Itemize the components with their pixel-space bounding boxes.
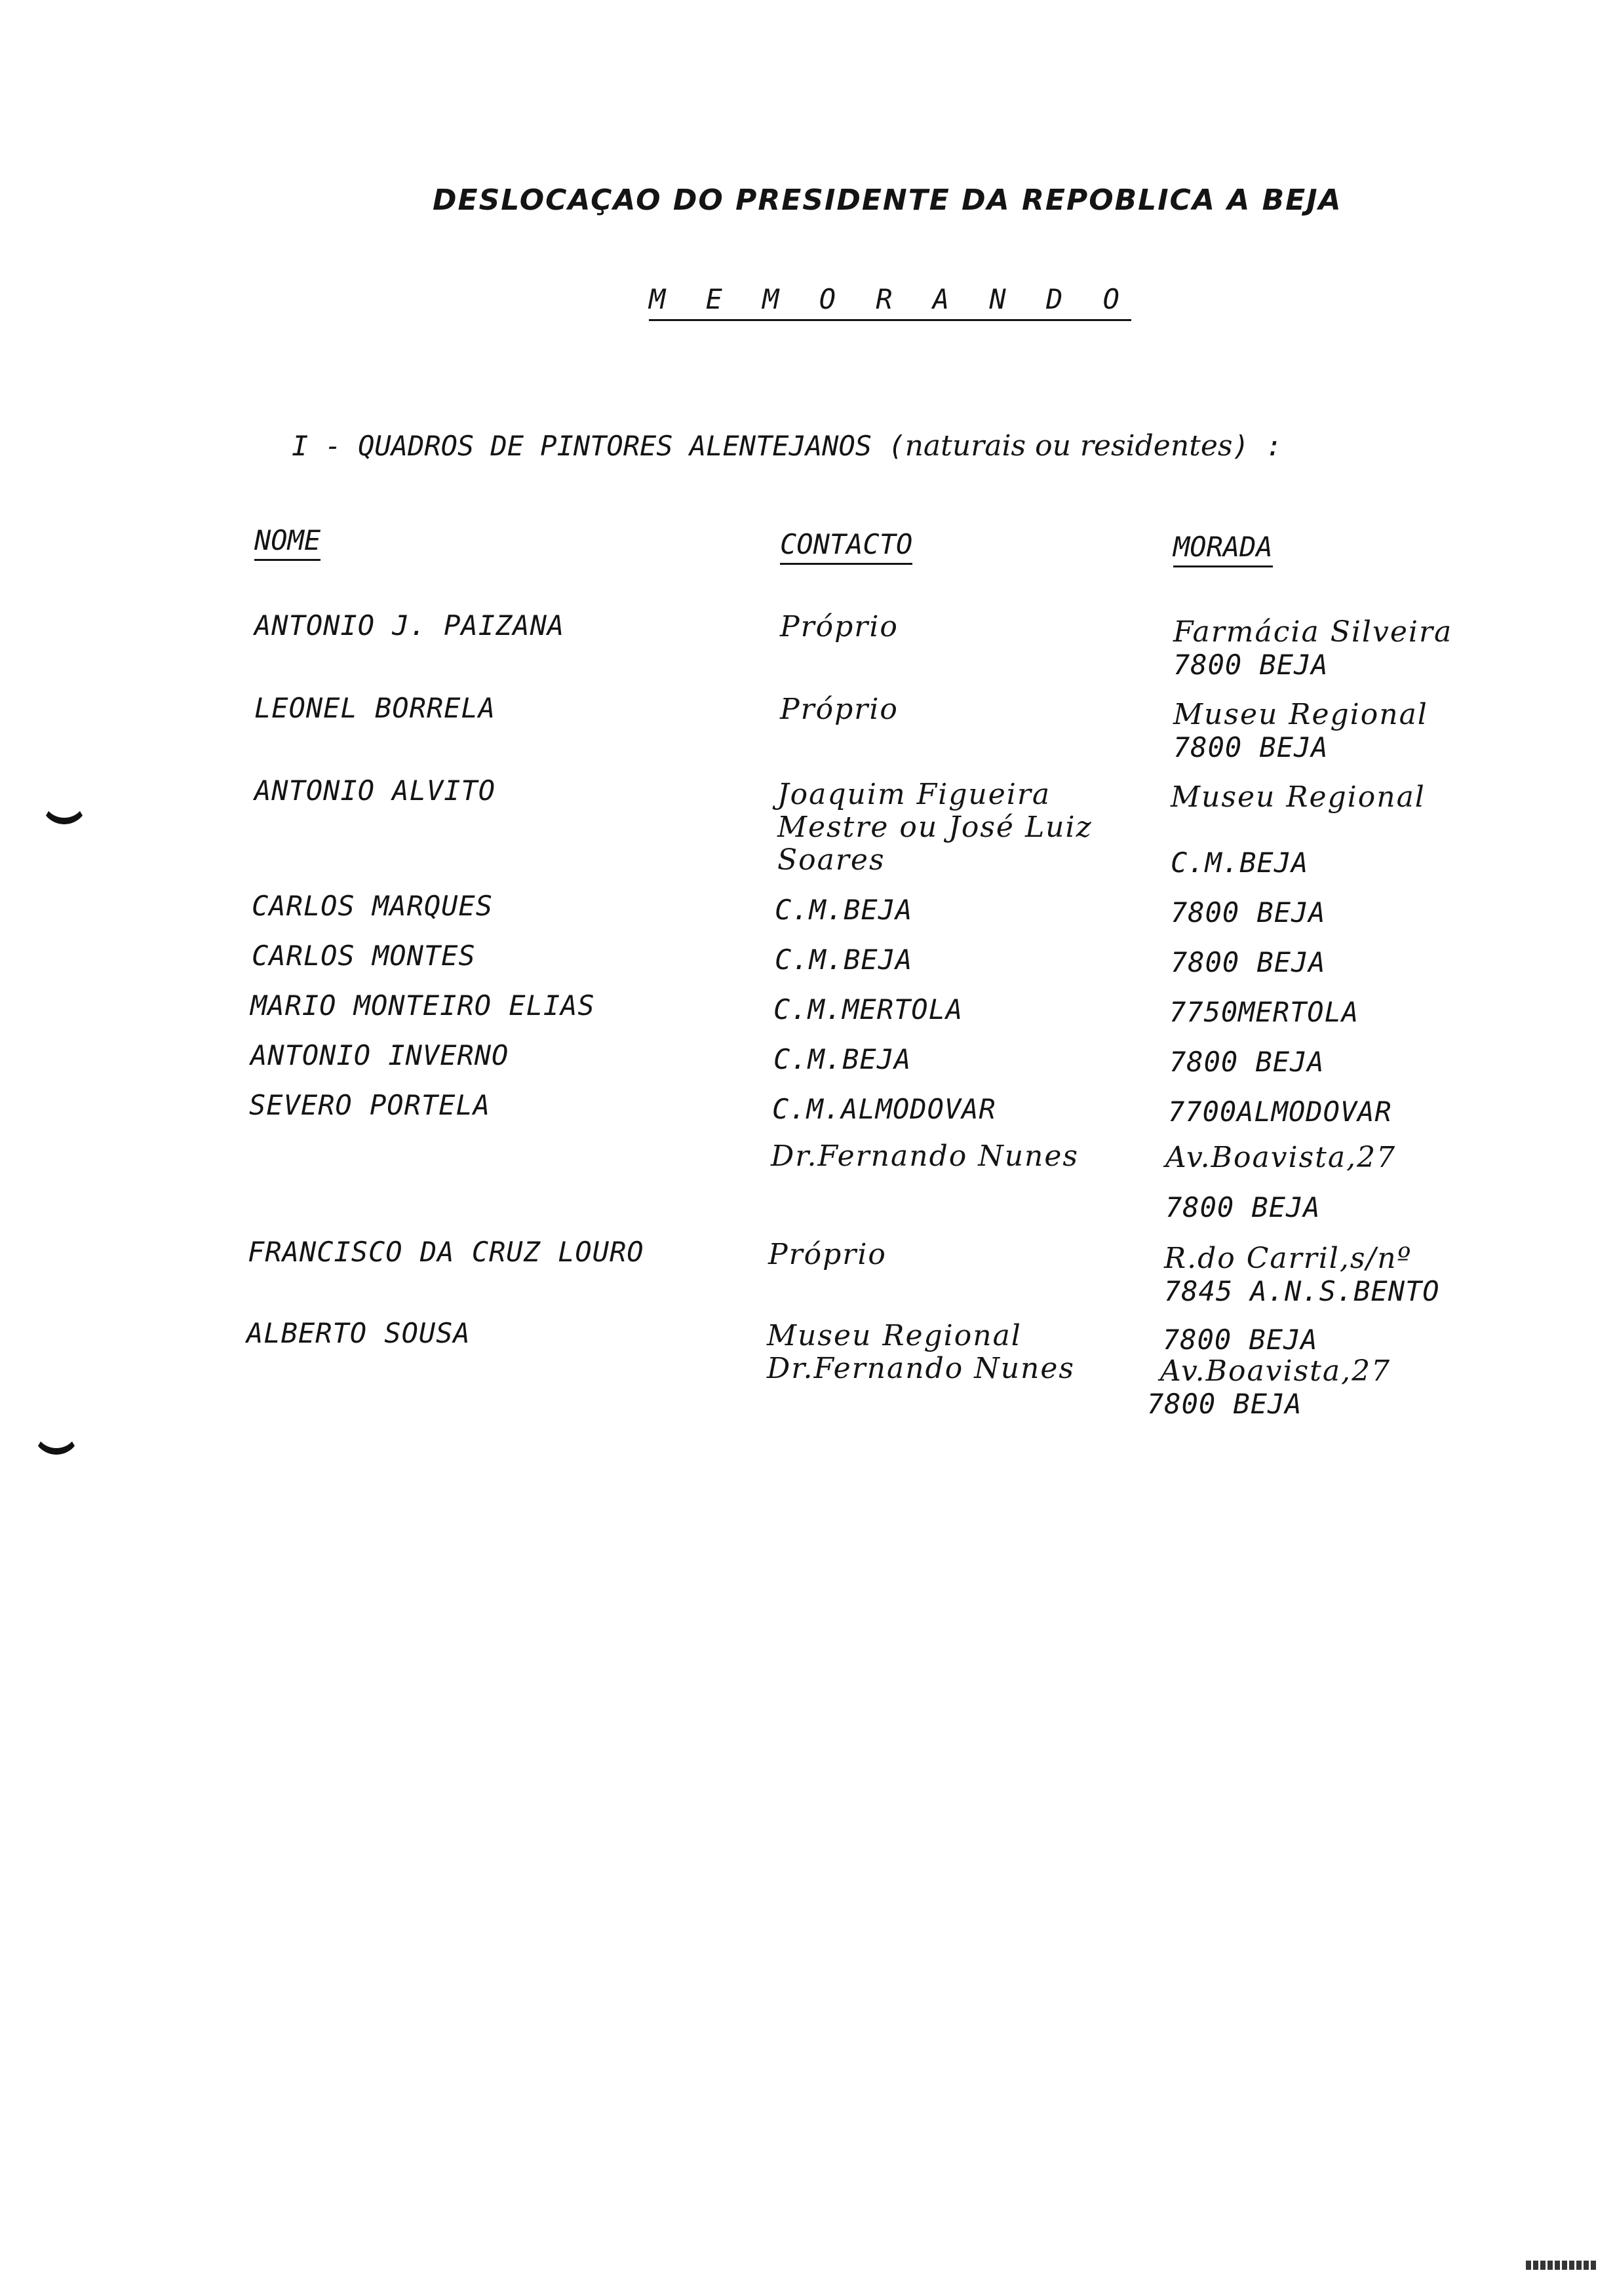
row-11-contacto-2: Dr.Fernando Nunes bbox=[767, 1352, 1076, 1385]
section-suffix: ) : bbox=[1232, 430, 1283, 462]
row-7-nome: ANTONIO INVERNO bbox=[250, 1039, 509, 1071]
memo-heading: M E M O R A N D O bbox=[649, 283, 1131, 321]
row-4-contacto-1: C.M.BEJA bbox=[775, 894, 913, 926]
section-prefix: I - QUADROS DE PINTORES ALENTEJANOS ( bbox=[292, 430, 905, 462]
row-3-contacto-2: Mestre ou José Luiz bbox=[777, 811, 1093, 844]
row-4-nome: CARLOS MARQUES bbox=[252, 890, 494, 922]
row-8-nome: SEVERO PORTELA bbox=[249, 1089, 491, 1121]
column-header-morada: MORADA bbox=[1173, 531, 1273, 567]
row-10-nome: FRANCISCO DA CRUZ LOURO bbox=[248, 1236, 644, 1268]
row-1-contacto-1: Próprio bbox=[780, 610, 899, 643]
row-1-morada-2: 7800 BEJA bbox=[1173, 649, 1329, 681]
document-title: DESLOCAÇAO DO PRESIDENTE DA REPOBLICA A BEJA bbox=[433, 183, 1342, 217]
row-6-contacto-1: C.M.MERTOLA bbox=[773, 993, 963, 1025]
row-10-morada-1: R.do Carril,s/nº bbox=[1164, 1242, 1412, 1275]
column-header-contacto: CONTACTO bbox=[780, 528, 912, 565]
row-2-morada-2: 7800 BEJA bbox=[1173, 731, 1329, 763]
row-8-morada-1: 7700ALMODOVAR bbox=[1168, 1096, 1392, 1128]
row-6-nome: MARIO MONTEIRO ELIAS bbox=[250, 989, 595, 1022]
binder-hole-mark bbox=[33, 1428, 80, 1455]
row-2-nome: LEONEL BORRELA bbox=[254, 692, 496, 724]
row-5-contacto-1: C.M.BEJA bbox=[775, 944, 913, 976]
row-1-nome: ANTONIO J. PAIZANA bbox=[254, 609, 565, 641]
row-3-contacto-1: Joaquim Figueira bbox=[777, 778, 1051, 811]
scan-artifact bbox=[1526, 2261, 1598, 2270]
row-1-morada-1: Farmácia Silveira bbox=[1173, 615, 1453, 649]
row-11-morada-1: 7800 BEJA bbox=[1163, 1324, 1318, 1356]
row-11-morada-3: 7800 BEJA bbox=[1147, 1388, 1302, 1420]
row-8-contacto-1: C.M.ALMODOVAR bbox=[772, 1093, 996, 1125]
row-3-morada-3: C.M.BEJA bbox=[1171, 847, 1309, 879]
row-11-morada-2: Av.Boavista,27 bbox=[1160, 1354, 1391, 1388]
row-7-morada-1: 7800 BEJA bbox=[1169, 1046, 1325, 1078]
row-9-contacto-1: Dr.Fernando Nunes bbox=[771, 1139, 1080, 1173]
row-11-nome: ALBERTO SOUSA bbox=[246, 1317, 471, 1349]
row-2-morada-1: Museu Regional bbox=[1173, 698, 1428, 731]
row-7-contacto-1: C.M.BEJA bbox=[773, 1043, 912, 1075]
row-2-contacto-1: Próprio bbox=[780, 693, 899, 726]
binder-hole-mark bbox=[41, 798, 88, 824]
row-10-contacto-1: Próprio bbox=[768, 1238, 887, 1271]
row-5-nome: CARLOS MONTES bbox=[252, 940, 476, 972]
row-5-morada-1: 7800 BEJA bbox=[1171, 946, 1326, 978]
row-11-contacto-1: Museu Regional bbox=[767, 1319, 1022, 1352]
row-10-morada-2: 7845 A.N.S.BENTO bbox=[1164, 1275, 1440, 1307]
row-6-morada-1: 7750MERTOLA bbox=[1169, 996, 1359, 1028]
row-4-morada-1: 7800 BEJA bbox=[1171, 896, 1326, 928]
row-3-morada-1: Museu Regional bbox=[1171, 780, 1426, 814]
section-handwritten: naturais ou residentes bbox=[905, 429, 1233, 463]
row-9-morada-1: Av.Boavista,27 bbox=[1165, 1141, 1397, 1174]
column-header-nome: NOME bbox=[254, 524, 321, 561]
row-3-nome: ANTONIO ALVITO bbox=[254, 775, 496, 807]
row-9-morada-3: 7800 BEJA bbox=[1165, 1191, 1321, 1223]
row-3-contacto-3: Soares bbox=[777, 843, 885, 877]
section-heading bbox=[292, 429, 1282, 463]
